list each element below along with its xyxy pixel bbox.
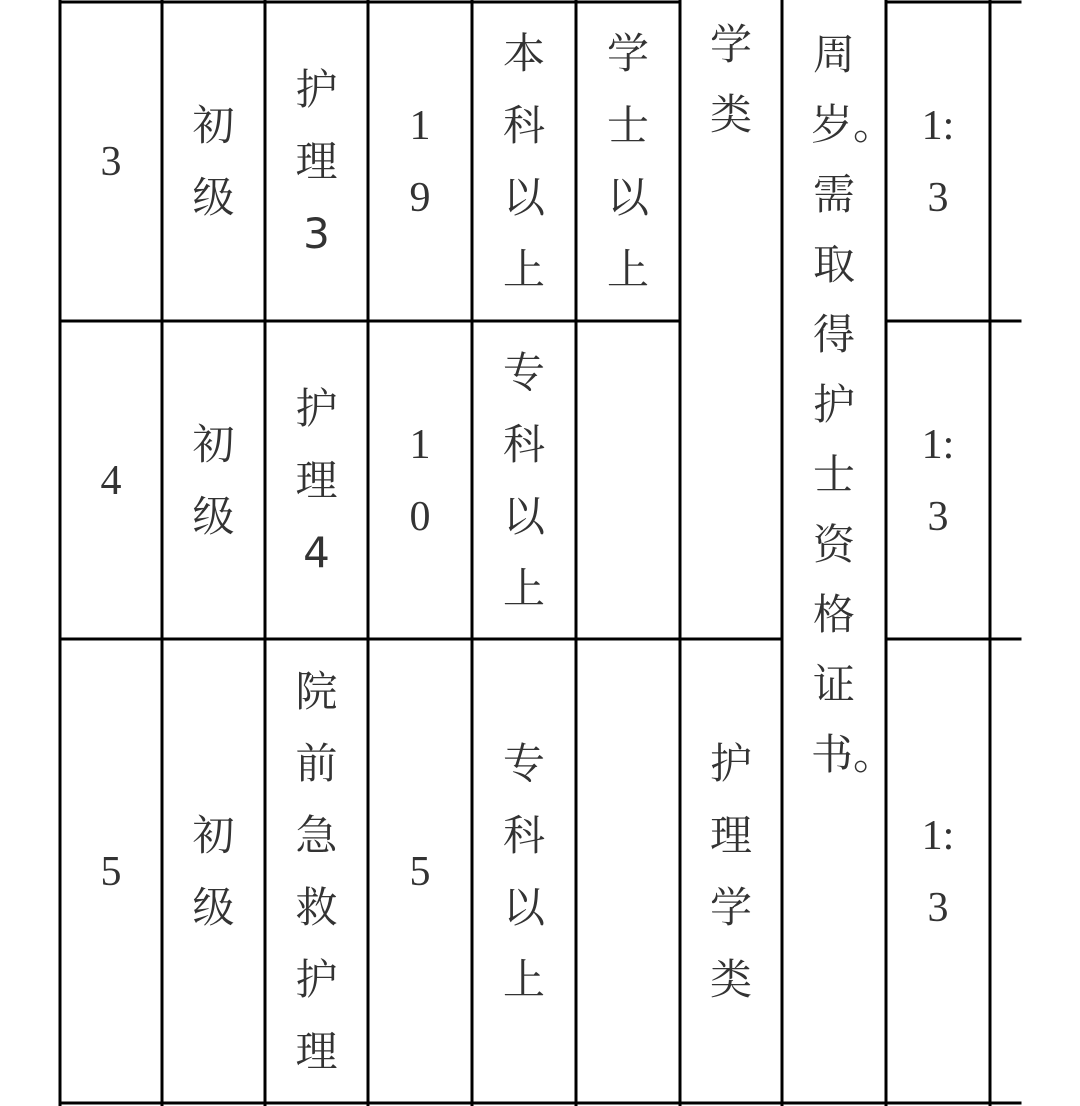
row4-count: 10	[409, 421, 431, 540]
row5-post: 院前急救护理	[295, 666, 338, 1076]
row3-no-cell	[62, 4, 160, 320]
row5-count: 5	[409, 848, 431, 895]
row4-no-cell	[62, 323, 160, 638]
row5-level: 初级	[192, 810, 235, 932]
row4-education: 专科以上	[502, 347, 545, 613]
row4-education-cell	[474, 323, 574, 638]
row4-level-cell	[164, 323, 263, 638]
row4-ratio: 1:3	[921, 421, 955, 540]
row5-no: 5	[100, 848, 122, 895]
row3-level-cell	[164, 4, 263, 320]
row5-education: 专科以上	[502, 738, 545, 1004]
row4-level: 初级	[192, 419, 235, 541]
row5-ratio-cell	[888, 641, 988, 1102]
row3-count-cell	[370, 4, 470, 320]
row3-education: 本科以上	[502, 29, 545, 294]
row5-degree-cell	[578, 641, 678, 1102]
requirement-text: 周岁。需取得护士资格证书。	[811, 30, 896, 779]
row4-count-cell	[370, 323, 470, 638]
row3-no: 3	[100, 139, 122, 185]
major-bottom: 护理学类	[709, 738, 752, 1004]
row5-post-cell	[267, 641, 366, 1102]
row3-ratio: 1:3	[921, 103, 955, 221]
row3-ratio-cell	[888, 4, 988, 320]
row4-ratio-cell	[888, 323, 988, 638]
row3-degree-cell	[578, 4, 678, 320]
row3-level: 初级	[192, 101, 235, 222]
row4-no: 4	[100, 457, 122, 504]
major-top: 学类	[709, 20, 752, 139]
row5-education-cell	[474, 641, 574, 1102]
row4-post: 护理4	[295, 383, 338, 577]
row4-degree-cell	[578, 323, 678, 638]
row5-count-cell	[370, 641, 470, 1102]
major-merged-top-cell	[682, 0, 780, 160]
row3-post-cell	[267, 4, 366, 320]
row5-ratio: 1:3	[921, 812, 955, 931]
requirement-merged-cell	[784, 20, 896, 970]
row3-post: 护理3	[295, 65, 338, 258]
row4-post-cell	[267, 323, 366, 638]
row5-no-cell	[62, 641, 160, 1102]
row3-count: 19	[409, 103, 431, 221]
row3-degree: 学士以上	[606, 29, 649, 294]
row3-education-cell	[474, 4, 574, 320]
row5-level-cell	[164, 641, 263, 1102]
major-merged-bottom-cell	[682, 641, 780, 1102]
